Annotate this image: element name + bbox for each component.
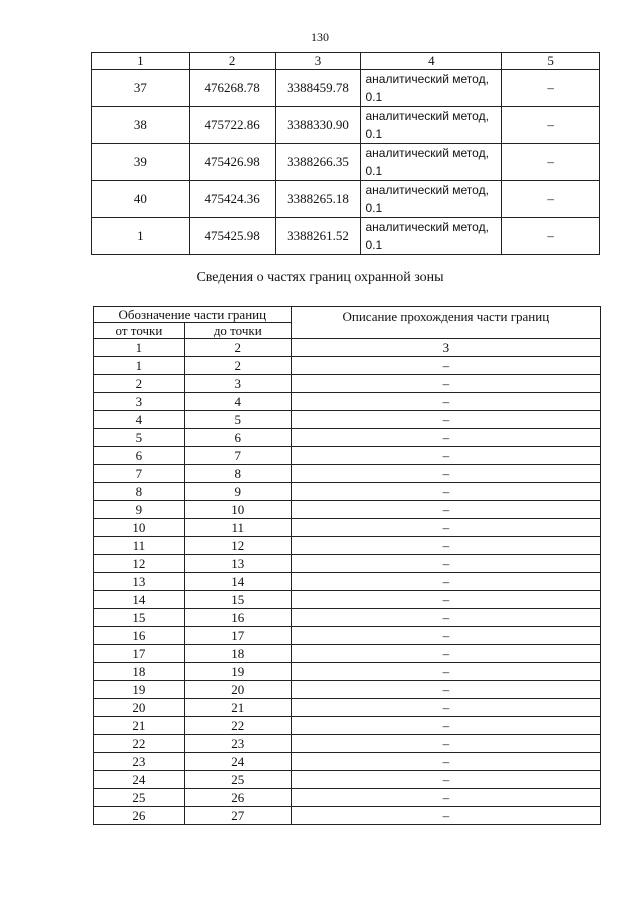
description: – bbox=[291, 591, 600, 609]
description: – bbox=[291, 807, 600, 825]
from-point: 12 bbox=[94, 555, 185, 573]
from-point: 17 bbox=[94, 645, 185, 663]
column-number: 2 bbox=[184, 339, 291, 357]
description: – bbox=[291, 411, 600, 429]
y-coordinate: 3388265.18 bbox=[275, 181, 361, 218]
table-row bbox=[94, 735, 601, 753]
from-point: 15 bbox=[94, 609, 185, 627]
method-cell: аналитический метод, 0.1 bbox=[361, 181, 502, 218]
from-point-header: от точки bbox=[94, 323, 185, 339]
to-point: 24 bbox=[184, 753, 291, 771]
method-cell: аналитический метод, 0.1 bbox=[361, 107, 502, 144]
to-point: 23 bbox=[184, 735, 291, 753]
description: – bbox=[291, 681, 600, 699]
table-row bbox=[92, 107, 600, 144]
table-row bbox=[94, 537, 601, 555]
description: – bbox=[291, 393, 600, 411]
from-point: 7 bbox=[94, 465, 185, 483]
description: – bbox=[291, 699, 600, 717]
description: – bbox=[291, 501, 600, 519]
to-point: 17 bbox=[184, 627, 291, 645]
description: – bbox=[291, 663, 600, 681]
note-cell: – bbox=[502, 107, 600, 144]
table-row bbox=[94, 555, 601, 573]
point-number: 37 bbox=[92, 70, 190, 107]
table-row bbox=[94, 411, 601, 429]
table-row bbox=[94, 573, 601, 591]
description: – bbox=[291, 645, 600, 663]
to-point: 19 bbox=[184, 663, 291, 681]
section-title: Сведения о частях границ охранной зоны bbox=[196, 270, 444, 285]
table-row bbox=[94, 753, 601, 771]
note-cell: – bbox=[502, 144, 600, 181]
to-point: 8 bbox=[184, 465, 291, 483]
x-coordinate: 475426.98 bbox=[189, 144, 275, 181]
to-point: 16 bbox=[184, 609, 291, 627]
from-point: 14 bbox=[94, 591, 185, 609]
description: – bbox=[291, 357, 600, 375]
description: – bbox=[291, 447, 600, 465]
description: – bbox=[291, 717, 600, 735]
description: – bbox=[291, 555, 600, 573]
to-point: 3 bbox=[184, 375, 291, 393]
from-point: 2 bbox=[94, 375, 185, 393]
to-point: 20 bbox=[184, 681, 291, 699]
description: – bbox=[291, 627, 600, 645]
from-point: 5 bbox=[94, 429, 185, 447]
from-point: 10 bbox=[94, 519, 185, 537]
to-point: 9 bbox=[184, 483, 291, 501]
to-point-header: до точки bbox=[184, 323, 291, 339]
to-point: 26 bbox=[184, 789, 291, 807]
y-coordinate: 3388459.78 bbox=[275, 70, 361, 107]
column-number: 3 bbox=[291, 339, 600, 357]
table-row bbox=[94, 771, 601, 789]
page-number: 130 bbox=[311, 30, 329, 44]
y-coordinate: 3388330.90 bbox=[275, 107, 361, 144]
description-header: Описание прохождения части границ bbox=[291, 307, 600, 339]
description: – bbox=[291, 519, 600, 537]
table-row bbox=[94, 501, 601, 519]
column-number: 3 bbox=[275, 53, 361, 70]
column-number-row bbox=[94, 339, 601, 357]
table-row bbox=[94, 483, 601, 501]
description: – bbox=[291, 735, 600, 753]
to-point: 11 bbox=[184, 519, 291, 537]
coordinates-table bbox=[91, 52, 600, 255]
description: – bbox=[291, 771, 600, 789]
from-point: 4 bbox=[94, 411, 185, 429]
from-point: 13 bbox=[94, 573, 185, 591]
description: – bbox=[291, 537, 600, 555]
x-coordinate: 475424.36 bbox=[189, 181, 275, 218]
method-cell: аналитический метод, 0.1 bbox=[361, 70, 502, 107]
table-row bbox=[94, 717, 601, 735]
description: – bbox=[291, 753, 600, 771]
to-point: 27 bbox=[184, 807, 291, 825]
column-number: 1 bbox=[94, 339, 185, 357]
x-coordinate: 475425.98 bbox=[189, 218, 275, 255]
table-row bbox=[94, 681, 601, 699]
from-point: 9 bbox=[94, 501, 185, 519]
from-point: 24 bbox=[94, 771, 185, 789]
from-point: 16 bbox=[94, 627, 185, 645]
point-number: 38 bbox=[92, 107, 190, 144]
description: – bbox=[291, 609, 600, 627]
from-point: 1 bbox=[94, 357, 185, 375]
table-row bbox=[94, 609, 601, 627]
y-coordinate: 3388266.35 bbox=[275, 144, 361, 181]
to-point: 7 bbox=[184, 447, 291, 465]
table-row bbox=[92, 218, 600, 255]
table-row bbox=[94, 519, 601, 537]
description: – bbox=[291, 375, 600, 393]
to-point: 5 bbox=[184, 411, 291, 429]
table-row bbox=[94, 645, 601, 663]
point-number: 39 bbox=[92, 144, 190, 181]
table-row bbox=[94, 627, 601, 645]
table-row bbox=[94, 393, 601, 411]
parts-header-row bbox=[94, 307, 601, 323]
table-row bbox=[94, 663, 601, 681]
note-cell: – bbox=[502, 218, 600, 255]
to-point: 21 bbox=[184, 699, 291, 717]
boundary-parts-table bbox=[93, 306, 601, 825]
description: – bbox=[291, 429, 600, 447]
to-point: 6 bbox=[184, 429, 291, 447]
from-point: 6 bbox=[94, 447, 185, 465]
column-number: 2 bbox=[189, 53, 275, 70]
description: – bbox=[291, 465, 600, 483]
method-cell: аналитический метод, 0.1 bbox=[361, 218, 502, 255]
from-point: 25 bbox=[94, 789, 185, 807]
from-point: 8 bbox=[94, 483, 185, 501]
from-point: 3 bbox=[94, 393, 185, 411]
table-row bbox=[94, 699, 601, 717]
to-point: 14 bbox=[184, 573, 291, 591]
to-point: 18 bbox=[184, 645, 291, 663]
to-point: 13 bbox=[184, 555, 291, 573]
description: – bbox=[291, 573, 600, 591]
table-row bbox=[94, 447, 601, 465]
table-row bbox=[94, 429, 601, 447]
table-row bbox=[94, 807, 601, 825]
to-point: 25 bbox=[184, 771, 291, 789]
to-point: 22 bbox=[184, 717, 291, 735]
table-row bbox=[94, 789, 601, 807]
point-number: 40 bbox=[92, 181, 190, 218]
from-point: 21 bbox=[94, 717, 185, 735]
from-point: 19 bbox=[94, 681, 185, 699]
table-row bbox=[94, 375, 601, 393]
column-number: 5 bbox=[502, 53, 600, 70]
to-point: 4 bbox=[184, 393, 291, 411]
to-point: 10 bbox=[184, 501, 291, 519]
column-number: 4 bbox=[361, 53, 502, 70]
from-point: 11 bbox=[94, 537, 185, 555]
y-coordinate: 3388261.52 bbox=[275, 218, 361, 255]
coords-header-row bbox=[92, 53, 600, 70]
table-row bbox=[92, 70, 600, 107]
x-coordinate: 476268.78 bbox=[189, 70, 275, 107]
description: – bbox=[291, 789, 600, 807]
point-number: 1 bbox=[92, 218, 190, 255]
from-point: 23 bbox=[94, 753, 185, 771]
to-point: 15 bbox=[184, 591, 291, 609]
description: – bbox=[291, 483, 600, 501]
table-row bbox=[92, 144, 600, 181]
to-point: 12 bbox=[184, 537, 291, 555]
table-row bbox=[94, 591, 601, 609]
to-point: 2 bbox=[184, 357, 291, 375]
method-cell: аналитический метод, 0.1 bbox=[361, 144, 502, 181]
table-row bbox=[94, 357, 601, 375]
table-row bbox=[92, 181, 600, 218]
from-point: 18 bbox=[94, 663, 185, 681]
table-row bbox=[94, 465, 601, 483]
note-cell: – bbox=[502, 181, 600, 218]
note-cell: – bbox=[502, 70, 600, 107]
group-header: Обозначение части границ bbox=[94, 307, 292, 323]
from-point: 20 bbox=[94, 699, 185, 717]
column-number: 1 bbox=[92, 53, 190, 70]
from-point: 22 bbox=[94, 735, 185, 753]
from-point: 26 bbox=[94, 807, 185, 825]
x-coordinate: 475722.86 bbox=[189, 107, 275, 144]
